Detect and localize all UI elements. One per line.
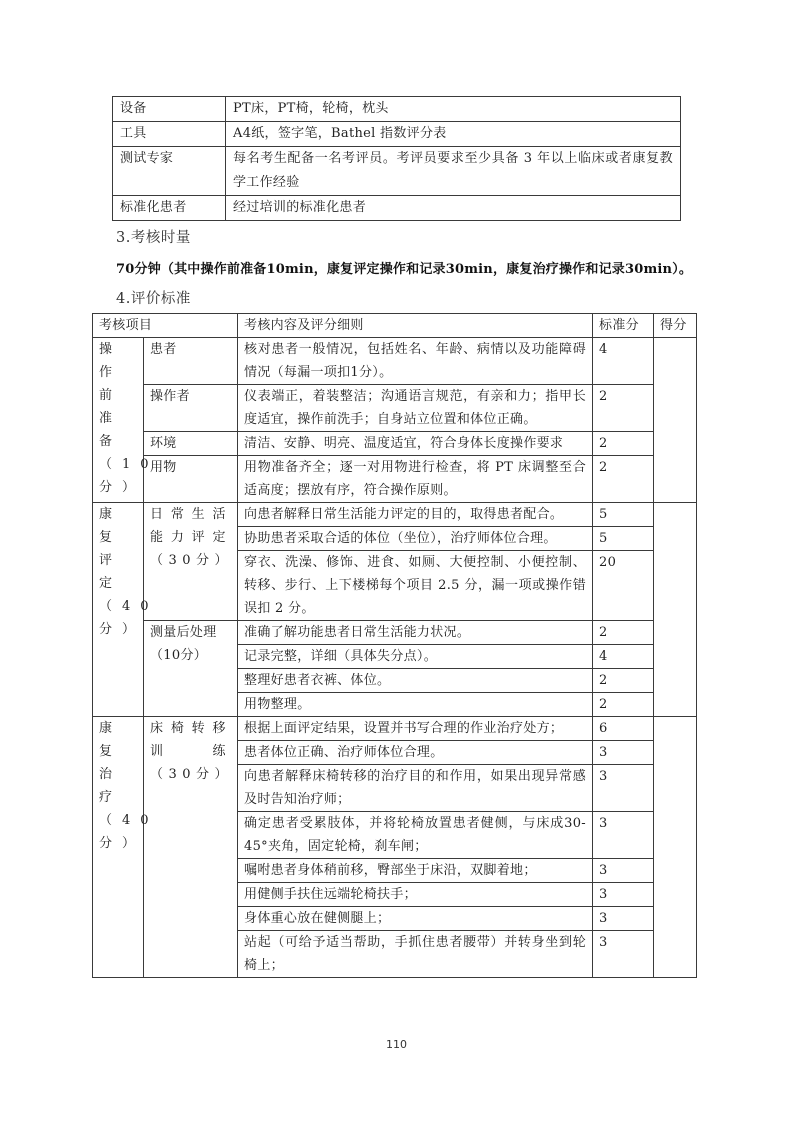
table-row xyxy=(93,717,697,741)
points-cell: 2 xyxy=(593,385,654,432)
content-cell: 向患者解释床椅转移的治疗目的和作用，如果出现异常感及时告知治疗师； xyxy=(238,765,593,812)
score-cell[interactable] xyxy=(654,717,697,978)
header-score: 得分 xyxy=(654,314,697,338)
content-cell: 向患者解释日常生活能力评定的目的，取得患者配合。 xyxy=(238,503,593,527)
tools-value: A4纸，签字笔，Bathel 指数评分表 xyxy=(226,122,681,147)
subgroup-cell: 日常生活能力评定（30分） xyxy=(144,503,238,621)
standard-patient-label: 标准化患者 xyxy=(113,196,226,221)
points-cell: 3 xyxy=(593,859,654,883)
content-cell: 穿衣、洗澡、修饰、进食、如厕、大便控制、小便控制、转移、步行、上下楼梯每个项目 2.5 分，漏一项或操作错误扣 2 分。 xyxy=(238,551,593,621)
table-header-row xyxy=(93,314,697,338)
table-row xyxy=(113,122,681,147)
score-cell[interactable] xyxy=(654,338,697,503)
table-row xyxy=(93,432,697,456)
points-cell: 5 xyxy=(593,503,654,527)
category-cell: 康复治疗（40分） xyxy=(93,717,144,978)
category-cell: 操作前准备（10分） xyxy=(93,338,144,503)
table-row xyxy=(93,338,697,385)
equipment-value: PT床，PT椅，轮椅，枕头 xyxy=(226,97,681,122)
points-cell: 5 xyxy=(593,527,654,551)
content-cell: 身体重心放在健侧腿上； xyxy=(238,907,593,931)
points-cell: 3 xyxy=(593,765,654,812)
content-cell: 站起（可给予适当帮助，手抓住患者腰带）并转身坐到轮椅上； xyxy=(238,931,593,978)
subgroup-cell: 操作者 xyxy=(144,385,238,432)
page-number: 110 xyxy=(386,1038,407,1051)
points-cell: 2 xyxy=(593,621,654,645)
section-heading-duration: 3.考核时量 xyxy=(116,230,191,246)
score-cell[interactable] xyxy=(654,503,697,717)
subgroup-cell: 测量后处理（10分） xyxy=(144,621,238,717)
header-content: 考核内容及评分细则 xyxy=(238,314,593,338)
table-row xyxy=(113,97,681,122)
content-cell: 记录完整，详细（具体失分点）。 xyxy=(238,645,593,669)
header-item: 考核项目 xyxy=(93,314,238,338)
content-cell: 患者体位正确、治疗师体位合理。 xyxy=(238,741,593,765)
subgroup-cell: 用物 xyxy=(144,456,238,503)
points-cell: 2 xyxy=(593,456,654,503)
content-cell: 用物整理。 xyxy=(238,693,593,717)
category-cell: 康复评定（40分） xyxy=(93,503,144,717)
content-cell: 协助患者采取合适的体位（坐位），治疗师体位合理。 xyxy=(238,527,593,551)
subgroup-cell: 环境 xyxy=(144,432,238,456)
points-cell: 2 xyxy=(593,669,654,693)
header-standard: 标准分 xyxy=(593,314,654,338)
content-cell: 用健侧手扶住远端轮椅扶手； xyxy=(238,883,593,907)
content-cell: 嘱咐患者身体稍前移，臀部坐于床沿，双脚着地； xyxy=(238,859,593,883)
table-row xyxy=(93,456,697,503)
content-cell: 整理好患者衣裤、体位。 xyxy=(238,669,593,693)
points-cell: 6 xyxy=(593,717,654,741)
points-cell: 3 xyxy=(593,907,654,931)
evaluation-table xyxy=(92,313,697,978)
content-cell: 核对患者一般情况，包括姓名、年龄、病情以及功能障碍情况（每漏一项扣1分）。 xyxy=(238,338,593,385)
points-cell: 2 xyxy=(593,432,654,456)
examiner-value: 每名考生配备一名考评员。考评员要求至少具备 3 年以上临床或者康复教学工作经验 xyxy=(226,147,681,196)
points-cell: 4 xyxy=(593,338,654,385)
content-cell: 仪表端正，着装整洁；沟通语言规范，有亲和力；指甲长度适宜，操作前洗手；自身站立位置和体位正确。 xyxy=(238,385,593,432)
points-cell: 3 xyxy=(593,812,654,859)
points-cell: 3 xyxy=(593,883,654,907)
table-row xyxy=(93,503,697,527)
points-cell: 2 xyxy=(593,693,654,717)
points-cell: 3 xyxy=(593,931,654,978)
points-cell: 4 xyxy=(593,645,654,669)
table-row xyxy=(93,621,697,645)
subgroup-cell: 床椅转移训练（30分） xyxy=(144,717,238,978)
points-cell: 20 xyxy=(593,551,654,621)
table-row xyxy=(113,196,681,221)
points-cell: 3 xyxy=(593,741,654,765)
equipment-label: 设备 xyxy=(113,97,226,122)
section-heading-criteria: 4.评价标准 xyxy=(116,291,191,307)
duration-text: 70分钟（其中操作前准备10min，康复评定操作和记录30min，康复治疗操作和记录30min）。 xyxy=(116,262,693,277)
content-cell: 确定患者受累肢体，并将轮椅放置患者健侧，与床成30-45°夹角，固定轮椅，刹车闸； xyxy=(238,812,593,859)
subgroup-cell: 患者 xyxy=(144,338,238,385)
tools-label: 工具 xyxy=(113,122,226,147)
examiner-label: 测试专家 xyxy=(113,147,226,196)
table-row xyxy=(113,147,681,196)
table-row xyxy=(93,385,697,432)
equipment-table xyxy=(112,96,681,221)
content-cell: 根据上面评定结果，设置并书写合理的作业治疗处方； xyxy=(238,717,593,741)
standard-patient-value: 经过培训的标准化患者 xyxy=(226,196,681,221)
content-cell: 清洁、安静、明亮、温度适宜，符合身体长度操作要求 xyxy=(238,432,593,456)
content-cell: 准确了解功能患者日常生活能力状况。 xyxy=(238,621,593,645)
content-cell: 用物准备齐全；逐一对用物进行检查，将 PT 床调整至合适高度；摆放有序，符合操作原则。 xyxy=(238,456,593,503)
